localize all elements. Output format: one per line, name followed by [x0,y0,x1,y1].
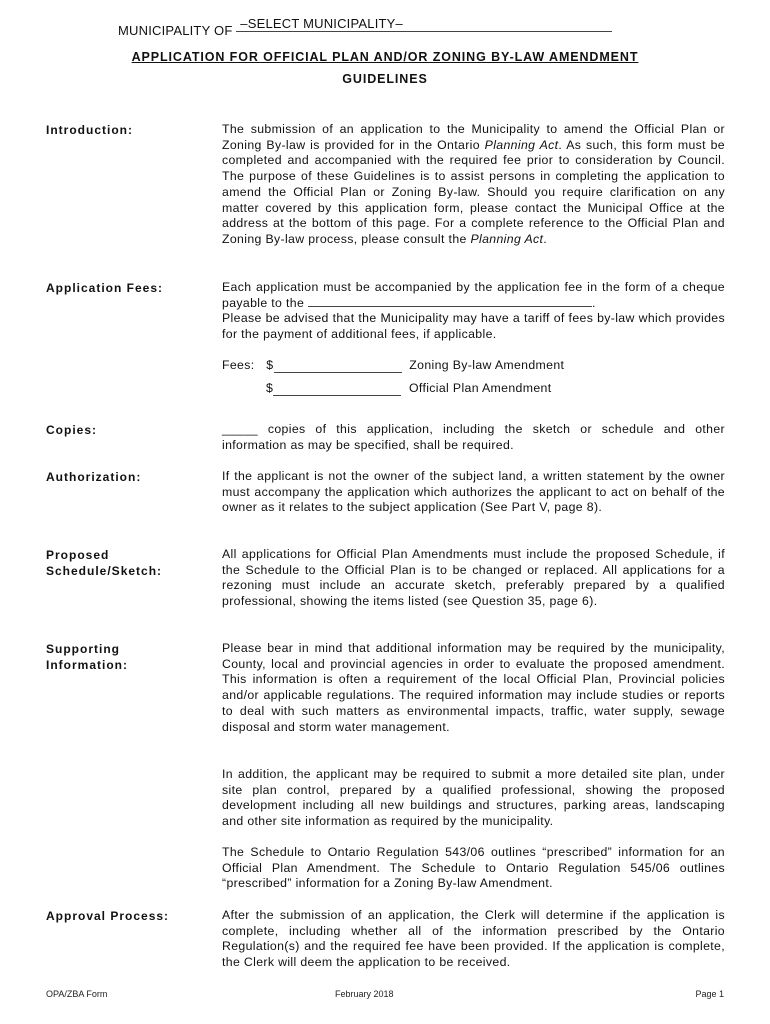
schedule-sketch-label: Proposed Schedule/Sketch: [46,548,163,578]
cheque-payee-field[interactable] [308,306,592,307]
footer-page-number: Page 1 [695,989,724,999]
fees-label: Fees: [222,358,255,372]
currency-symbol: $ [266,381,274,395]
copies-text: _____ copies of this application, including the sketch or schedule and other information as may be specified, shall be required. [222,422,725,452]
official-plan-fee-field[interactable] [273,381,401,396]
introduction-label: Introduction: [46,123,133,137]
application-fees-label: Application Fees: [46,281,164,295]
municipality-prefix: MUNICIPALITY OF [118,23,233,38]
schedule-sketch-text: All applications for Official Plan Amendments must include the proposed Schedule, if the Schedule to the Official Plan is to be changed or replaced. All applications for a rezoning must include an accurate sketch, preferably prepared by a qualified professional, showing the items listed (see Question 35, page 6). [222,547,725,609]
document-title-text: APPLICATION FOR OFFICIAL PLAN AND/OR ZONING BY-LAW AMENDMENT [131,50,639,64]
zoning-amendment-label: Zoning By-law Amendment [409,358,565,372]
footer-date: February 2018 [335,989,394,999]
introduction-text: The submission of an application to the Municipality to amend the Official Plan or Zoning By-law is provided for in the Ontario Planning Act. As such, this form must be completed and accompanied with the required fee prior to consideration by Council. The purpose of these Guidelines is to assist persons in completing the application to amend the Official Plan or Zoning By-law. Should you require clarification on any matter covered by this application form, please contact the Municipal Office at the address at the bottom of this page. For a complete reference to the Official Plan and Zoning By-law process, please consult the Planning Act. [222,122,725,246]
approval-process-label: Approval Process: [46,909,170,923]
authorization-text: If the applicant is not the owner of the subject land, a written statement by the owner must accompany the application which authorizes the applicant to act on behalf of the owner as it relates to the subject application (See Part V, page 8). [222,469,725,515]
supporting-information-para-2: In addition, the applicant may be required to submit a more detailed site plan, under site plan control, prepared by a qualified professional, showing the proposed development including all new buildings and structures, parking areas, landscaping and other site information as required by the municipality. [222,767,725,829]
copies-label: Copies: [46,423,98,437]
authorization-label: Authorization: [46,470,142,484]
official-plan-fee-row [266,381,551,396]
municipality-select[interactable]: –SELECT MUNICIPALITY– [236,16,612,32]
application-fees-text: Each application must be accompanied by the application fee in the form of a cheque payable to the . Please be advised that the Municipality may have a tariff of fees by-law which provides for the payment of additional fees, if applicable. [222,280,725,342]
approval-process-text: After the submission of an application, the Clerk will determine if the application is complete, including whether all of the information prescribed by the Ontario Regulation(s) and the required fee have been provided. If the application is complete, the Clerk will deem the application to be received. [222,908,725,970]
official-plan-amendment-label: Official Plan Amendment [408,381,552,395]
document-title [0,50,770,64]
planning-act-ref: Planning Act [470,231,544,246]
municipality-header [118,16,638,38]
supporting-information-label: Supporting Information: [46,642,128,672]
planning-act-ref: Planning Act [484,137,559,152]
supporting-information-para-1: Please bear in mind that additional information may be required by the municipality, County, local and provincial agencies in order to evaluate the proposed amendment. This information is often a requirement of the local Official Plan, Provincial policies and/or applicable regulations. The required information may include studies or reports to deal with such matters as environmental impacts, traffic, water supply, sewage disposal and storm water management. [222,641,725,734]
zoning-fee-row [222,358,564,373]
document-subtitle: GUIDELINES [342,72,428,86]
zoning-fee-field[interactable] [274,358,402,373]
copies-count-field[interactable]: _____ [222,422,258,436]
currency-symbol: $ [266,358,274,372]
supporting-information-para-3: The Schedule to Ontario Regulation 543/06 outlines “prescribed” information for an Official Plan Amendment. The Schedule to Ontario Regulation 545/06 outlines “prescribed” information for a Zoning By-law Amendment. [222,845,725,891]
footer-form-name: OPA/ZBA Form [46,989,108,999]
